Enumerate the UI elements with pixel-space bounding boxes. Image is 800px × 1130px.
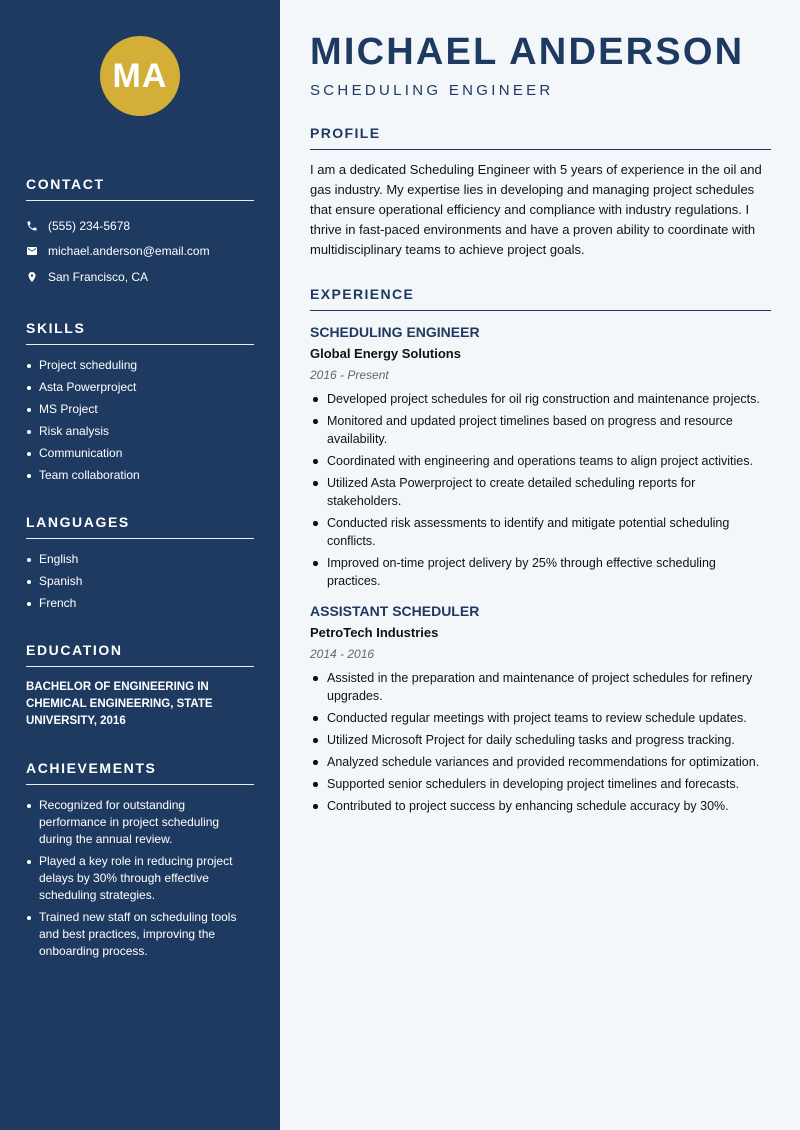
skills-heading: SKILLS [26, 320, 254, 345]
skill-item: Risk analysis [26, 423, 254, 440]
skill-item: MS Project [26, 401, 254, 418]
languages-list [26, 551, 254, 612]
language-item: Spanish [26, 573, 254, 590]
contact-phone[interactable] [26, 213, 254, 239]
job-entry [310, 602, 771, 815]
language-item: French [26, 595, 254, 612]
contact-heading: CONTACT [26, 176, 254, 201]
sidebar [0, 0, 280, 1130]
languages-heading: LANGUAGES [26, 514, 254, 539]
contact-location [26, 264, 254, 290]
job-bullet: Contributed to project success by enhancing schedule accuracy by 30%. [310, 797, 771, 815]
skills-list [26, 357, 254, 484]
languages-section [26, 514, 254, 612]
job-title: ASSISTANT SCHEDULER [310, 603, 480, 619]
job-bullet: Conducted risk assessments to identify and mitigate potential scheduling conflicts. [310, 514, 771, 550]
job-bullet: Coordinated with engineering and operations teams to align project activities. [310, 452, 771, 470]
job-dates: 2014 - 2016 [310, 647, 375, 661]
job-bullet: Utilized Asta Powerproject to create detailed scheduling reports for stakeholders. [310, 474, 771, 510]
email-icon [26, 245, 48, 257]
experience-heading: EXPERIENCE [310, 286, 771, 311]
job-entry [310, 323, 771, 590]
avatar: MA [100, 36, 180, 116]
achievements-list [26, 797, 254, 960]
skill-item: Asta Powerproject [26, 379, 254, 396]
skill-item: Communication [26, 445, 254, 462]
job-bullet: Improved on-time project delivery by 25% through effective scheduling practices. [310, 554, 771, 590]
job-dates: 2016 - Present [310, 368, 389, 382]
job-bullet: Monitored and updated project timelines based on progress and resource availability. [310, 412, 771, 448]
education-degree: BACHELOR OF ENGINEERING IN CHEMICAL ENGINEERING, STATE UNIVERSITY, 2016 [26, 680, 213, 727]
achievements-heading: ACHIEVEMENTS [26, 760, 254, 785]
job-bullet: Utilized Microsoft Project for daily scheduling tasks and progress tracking. [310, 731, 771, 749]
job-company: Global Energy Solutions [310, 346, 461, 361]
job-bullet: Supported senior schedulers in developing project timelines and forecasts. [310, 775, 771, 793]
achievement-item: Played a key role in reducing project delays by 30% through effective scheduling strategies. [26, 853, 254, 904]
job-company: PetroTech Industries [310, 625, 439, 640]
job-bullet: Developed project schedules for oil rig construction and maintenance projects. [310, 390, 771, 408]
contact-phone-text: (555) 234-5678 [48, 218, 131, 233]
profile-section [310, 125, 771, 260]
contact-email[interactable] [26, 239, 254, 265]
candidate-role: SCHEDULING ENGINEER [310, 82, 554, 99]
job-bullets [310, 669, 771, 815]
profile-text: I am a dedicated Scheduling Engineer with 5 years of experience in the oil and gas industry. My expertise lies in developing and managing project schedules that ensure operational efficiency and compliance with industry regulations. I thrive in fast-paced environments and have a proven ability to coordinate with multidisciplinary teams to achieve project goals. [310, 162, 762, 257]
job-bullet: Conducted regular meetings with project teams to review schedule updates. [310, 709, 771, 727]
education-heading: EDUCATION [26, 642, 254, 667]
job-bullet: Assisted in the preparation and maintenance of project schedules for refinery upgrades. [310, 669, 771, 705]
achievement-item: Trained new staff on scheduling tools and best practices, improving the onboarding process. [26, 909, 254, 960]
contact-location-text: San Francisco, CA [48, 269, 149, 284]
language-item: English [26, 551, 254, 568]
job-bullet: Analyzed schedule variances and provided recommendations for optimization. [310, 753, 771, 771]
skill-item: Team collaboration [26, 467, 254, 484]
contact-section [26, 176, 254, 290]
phone-icon [26, 220, 48, 232]
achievements-section [26, 760, 254, 960]
achievement-item: Recognized for outstanding performance in project scheduling during the annual review. [26, 797, 254, 848]
location-icon [26, 271, 48, 283]
main-content [280, 0, 800, 1130]
skills-section [26, 320, 254, 484]
job-title: SCHEDULING ENGINEER [310, 324, 480, 340]
education-section [26, 642, 254, 730]
contact-email-text: michael.anderson@email.com [48, 244, 210, 259]
job-bullets [310, 390, 771, 590]
skill-item: Project scheduling [26, 357, 254, 374]
experience-section [310, 286, 771, 815]
candidate-name: MICHAEL ANDERSON [310, 31, 745, 73]
profile-heading: PROFILE [310, 125, 771, 150]
